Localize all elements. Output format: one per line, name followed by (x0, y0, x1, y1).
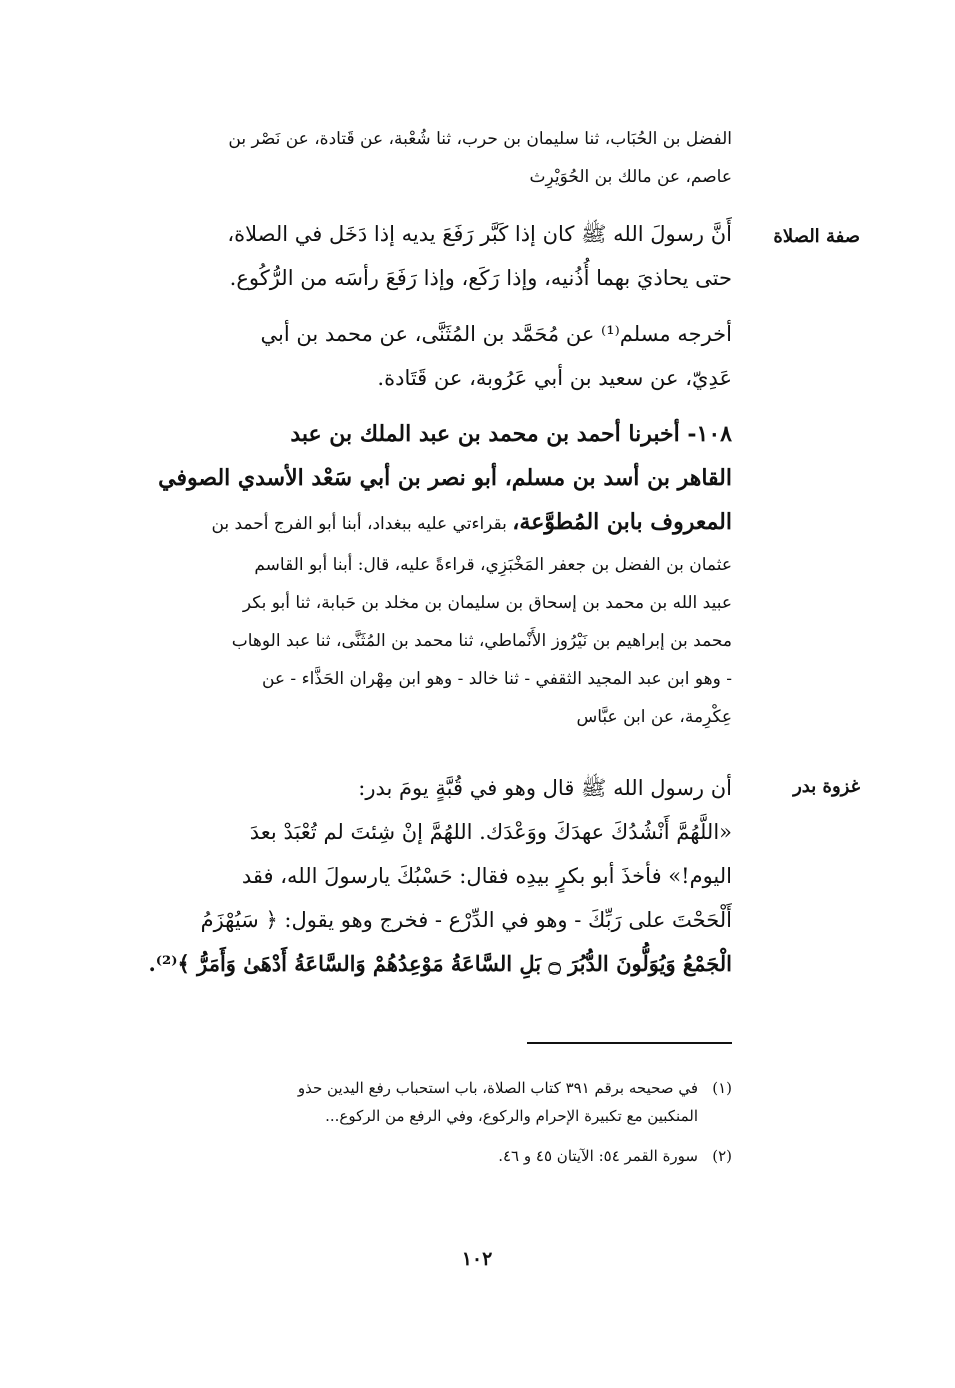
margin-label-badr: غزوة بدر (793, 776, 860, 797)
text-line: - وهو ابن عبد المجيد الثقفي - ثنا خالد - وهو ابن مِهْران الحَذَّاء - عن (261, 669, 732, 689)
text-line: عبيد الله بن محمد بن إسحاق بن سليمان بن مخلد بن حَبابة، ثنا أبو بكر (242, 593, 732, 613)
text-line: أَنَّ رسولَ الله ﷺ كان إذا كَبَّر رَفَعَ يديه إذا دَخَل في الصلاة، (227, 222, 732, 246)
isnad-continuation (112, 120, 732, 196)
text-line: عثمان بن الفضل بن جعفر المَخْبَزِي، قراءةً عليه، قال: أبنا أبو القاسم (254, 555, 732, 575)
text-line: أخرجه مسلم⁽¹⁾ عن مُحَمَّد بن المُثَنَّى، عن محمد بن أبي (260, 322, 732, 346)
footnote-2 (112, 1142, 732, 1170)
text-line: حتى يحاذيَ بهما أُذُنيه، وإذا رَكَع، وإذا رَفَعَ رأسَه من الرُّكُوع. (229, 266, 732, 290)
footnote-number: (٢) (712, 1147, 732, 1165)
text-line: اليوم!» فأخذَ أبو بكرٍ بيدِه فقال: حَسْبُكَ يارسولَ الله، فقد (241, 864, 732, 888)
footnote-line (112, 1142, 732, 1170)
bold-name: المعروف بابن المُطوَّعة، (512, 509, 732, 535)
footnote-number: (١) (712, 1079, 732, 1097)
footnote-separator (527, 1042, 732, 1044)
text-line: «اللَّهُمَّ أَنْشُدُكَ عهدَكَ ووَعْدَك. اللهُمَّ إنْ شِئتَ لم تُعْبَدْ بعدَ (249, 820, 732, 844)
text-line: الفضل بن الحُبَاب، ثنا سليمان بن حرب، ثنا شُعْبة، عن قَتادة، عن نَصْر بن (228, 129, 732, 149)
isnad-heading-line: القاهر بن أسد بن مسلم، أبو نصر بن أبي سَعْد الأسدي الصوفي (158, 465, 732, 491)
text-line: عِكْرِمة، عن ابن عبَّاس (576, 707, 732, 727)
text-line (112, 500, 732, 546)
footnote-text: سورة القمر ٥٤: الآيتان ٤٥ و ٤٦. (498, 1147, 698, 1165)
footnote-text: في صحيحه برقم ٣٩١ كتاب الصلاة، باب استحباب رفع اليدين حذو (297, 1079, 698, 1097)
hadith-text-1 (112, 212, 732, 300)
hadith-text-2 (112, 766, 732, 986)
quran-verse-line: الْجَمْعُ وَيُوَلُّونَ الدُّبُرَ ۝ بَلِ السَّاعَةُ مَوْعِدُهُمْ وَالسَّاعَةُ أَدْهَىٰ وَأَمَرُّ ﴾⁽²⁾. (148, 951, 732, 976)
takhrij-text (112, 312, 732, 400)
isnad-108 (112, 412, 732, 736)
footnote-line: المنكبين مع تكبيرة الإحرام والركوع، وفي الرفع من الركوع... (325, 1107, 698, 1125)
text-line: أن رسول الله ﷺ قال وهو في قُبَّةٍ يومَ بدر: (358, 776, 732, 800)
isnad-heading-line: ١٠٨- أخبرنا أحمد بن محمد بن عبد الملك بن عبد (290, 421, 732, 447)
text-line: أَلْحَحْتَ على رَبِّكَ - وهو في الدِّرْع - فخرج وهو يقول: ﴿ سَيُهْزَمُ (200, 908, 732, 932)
margin-label-salat: صفة الصلاة (773, 226, 860, 247)
text-line: عاصم، عن مالك بن الحُوَيْرِث (529, 167, 732, 187)
footnote-line (112, 1074, 732, 1102)
text-line: محمد بن إبراهيم بن نَيْرُوز الأَنْماطي، ثنا محمد بن المُثَنَّى، ثنا عبد الوهاب (231, 631, 732, 651)
footnote-1 (112, 1074, 732, 1130)
text-span: بقراءتي عليه ببغداد، أبنا أبو الفرج أحمد بن (211, 514, 513, 534)
page-number: ١٠٢ (461, 1248, 493, 1270)
text-line: عَدِيّ، عن سعيد بن أبي عَرُوبة، عن قَتَادة. (377, 366, 732, 390)
